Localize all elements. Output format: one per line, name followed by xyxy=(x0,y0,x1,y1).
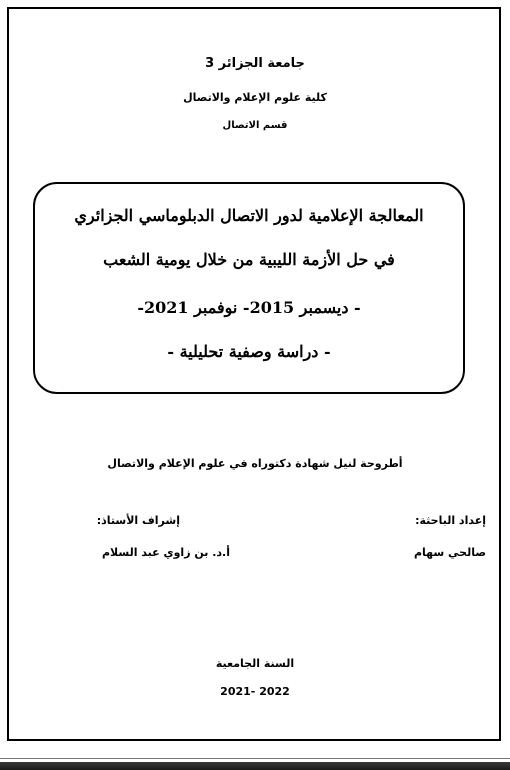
footer-divider xyxy=(0,758,510,759)
title-box xyxy=(33,182,465,394)
academic-year-label: السنة الجامعية xyxy=(215,657,295,670)
academic-years: 2022 -2021 xyxy=(220,685,290,698)
title-study-type: - دراسة وصفية تحليلية - xyxy=(167,342,331,361)
supervisor-label: إشراف الأستاذ: xyxy=(96,514,180,527)
title-line-1: المعالجة الإعلامية لدور الاتصال الدبلوماسي الجزائري xyxy=(74,206,424,225)
supervisor-name: أ.د. بن زاوي عبد السلام xyxy=(101,546,230,559)
prepared-by-label: إعداد الباحثة: xyxy=(415,514,486,527)
department-name: قسم الاتصال xyxy=(222,120,288,131)
title-line-2: في حل الأزمة الليبية من خلال يومية الشعب xyxy=(103,250,395,269)
thesis-note: أطروحة لنيل شهادة دكتوراه في علوم الإعلام والاتصال xyxy=(107,457,403,470)
researcher-name: صالحي سهام xyxy=(413,546,486,559)
faculty-name: كلية علوم الإعلام والاتصال xyxy=(183,91,327,104)
footer-bar xyxy=(0,762,510,770)
university-name: جامعة الجزائر 3 xyxy=(205,56,305,71)
title-period: - ديسمبر 2015- نوفمبر 2021- xyxy=(137,298,361,317)
